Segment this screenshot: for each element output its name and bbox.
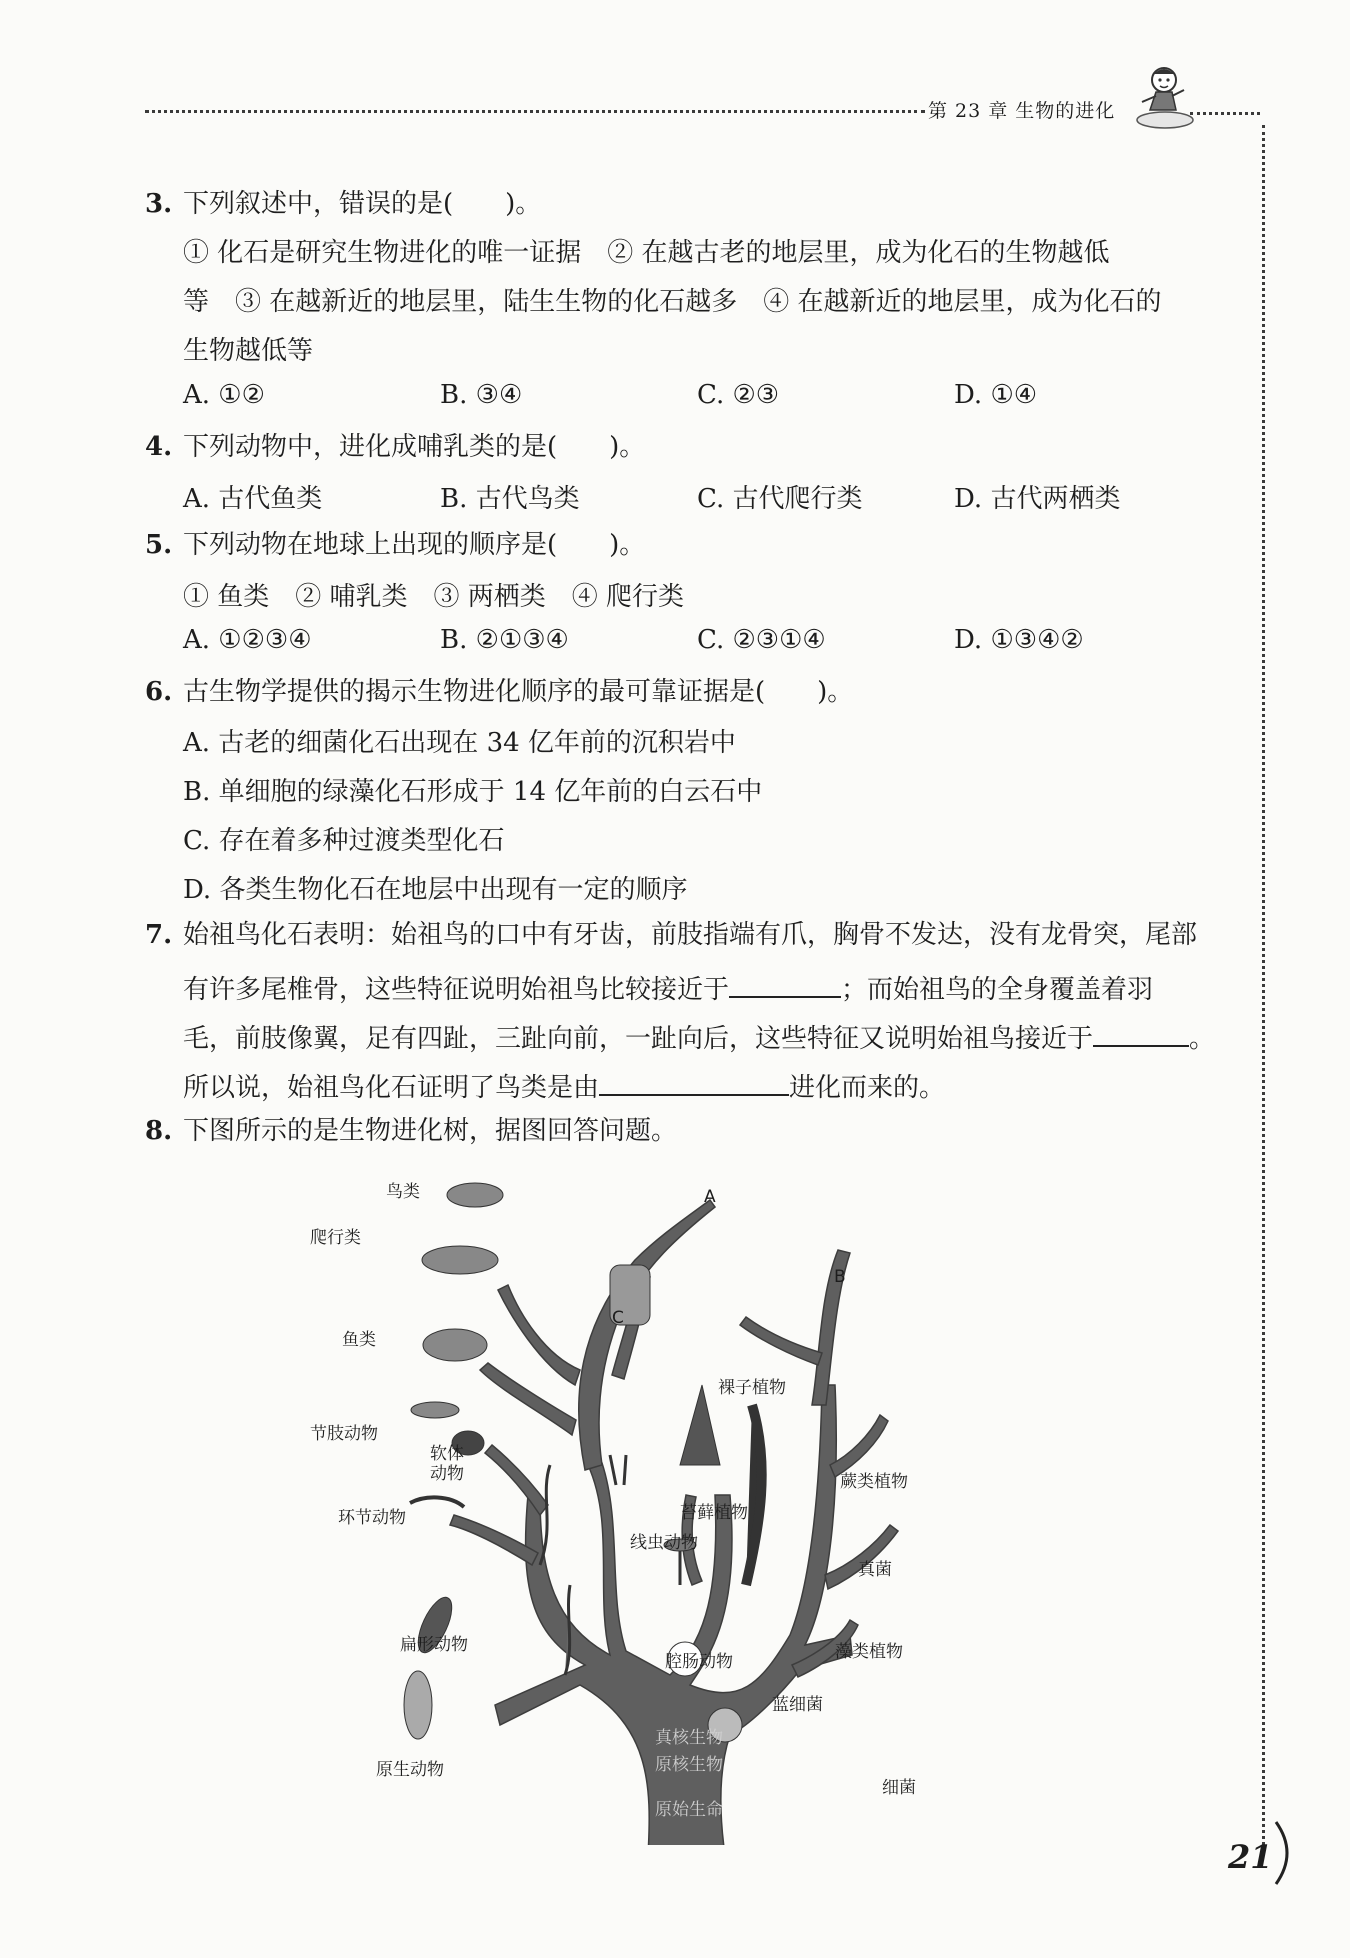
q6-option-c: C. 存在着多种过渡类型化石	[183, 826, 505, 856]
answer-blank-1[interactable]	[729, 966, 841, 998]
label-protozoa: 原生动物	[376, 1760, 444, 1780]
label-fern: 蕨类植物	[840, 1472, 908, 1492]
q7-text: 所以说，始祖鸟化石证明了鸟类是由	[183, 1073, 600, 1103]
label-nematode: 线虫动物	[630, 1533, 698, 1553]
q5-option-c: C. ②③①④	[697, 625, 826, 655]
page-bracket-icon	[1272, 1818, 1302, 1892]
label-eukaryote: 真核生物	[655, 1728, 723, 1748]
evolution-tree-figure	[310, 1165, 980, 1845]
answer-blank-2[interactable]	[1093, 1015, 1189, 1047]
answer-blank-3[interactable]	[599, 1064, 789, 1096]
q7-line-2	[183, 966, 1153, 1006]
q5-option-d: D. ①③④②	[954, 625, 1084, 655]
q5-option-b: B. ②①③④	[440, 625, 569, 655]
q7-line-4	[183, 1064, 945, 1104]
label-branch-a: A	[704, 1187, 716, 1207]
label-arthropod: 节肢动物	[310, 1424, 378, 1444]
question-number: 5.	[145, 530, 173, 560]
question-number: 7.	[145, 920, 173, 950]
label-bacteria: 细菌	[882, 1778, 916, 1798]
label-branch-c: C	[612, 1308, 624, 1328]
question-text: 下列叙述中，错误的是( )。	[183, 189, 542, 219]
q3-option-b: B. ③④	[440, 380, 523, 410]
question-number: 6.	[145, 677, 173, 707]
chapter-title: 第 23 章 生物的进化	[928, 100, 1116, 122]
question-text: 下列动物在地球上出现的顺序是( )。	[183, 530, 646, 560]
q7-text: 毛，前肢像翼，足有四趾，三趾向前，一趾向后，这些特征又说明始祖鸟接近于	[183, 1024, 1094, 1054]
q7-text: 有许多尾椎骨，这些特征说明始祖鸟比较接近于	[183, 975, 730, 1005]
q3-option-c: C. ②③	[697, 380, 780, 410]
label-annelid: 环节动物	[338, 1508, 406, 1528]
q6-option-b: B. 单细胞的绿藻化石形成于 14 亿年前的白云石中	[183, 777, 763, 807]
q3-statement-line-3: 生物越低等	[183, 336, 314, 366]
question-5-stem	[145, 521, 645, 570]
question-text: 下列动物中，进化成哺乳类的是( )。	[183, 432, 646, 462]
question-number: 8.	[145, 1116, 173, 1146]
q7-line-3	[183, 1015, 1215, 1055]
q7-text: 。	[1189, 1024, 1216, 1054]
q7-text: ；而始祖鸟的全身覆盖着羽	[841, 975, 1154, 1005]
q4-option-a: A. 古代鱼类	[183, 484, 323, 514]
label-origin: 原始生命	[655, 1800, 723, 1820]
q3-statement-line-2: 等 ③ 在越新近的地层里，陆生生物的化石越多 ④ 在越新近的地层里，成为化石的	[183, 287, 1162, 317]
label-cnidarian: 腔肠动物	[665, 1652, 733, 1672]
q3-option-a: A. ①②	[183, 380, 265, 410]
label-cyanobacteria: 蓝细菌	[772, 1695, 823, 1715]
label-flatworm: 扁形动物	[400, 1635, 468, 1655]
question-8-stem	[145, 1107, 677, 1156]
q6-option-a: A. 古老的细菌化石出现在 34 亿年前的沉积岩中	[183, 728, 736, 758]
header-rule	[145, 110, 925, 113]
question-6-stem	[145, 668, 853, 717]
q6-option-d: D. 各类生物化石在地层中出现有一定的顺序	[183, 875, 688, 905]
label-mollusk-1: 软体	[430, 1444, 464, 1464]
page-number: 21	[1228, 1838, 1273, 1876]
question-text: 始祖鸟化石表明：始祖鸟的口中有牙齿，前肢指端有爪，胸骨不发达，没有龙骨突，尾部	[183, 920, 1198, 950]
label-reptile: 爬行类	[310, 1228, 361, 1248]
label-moss: 苔藓植物	[680, 1503, 748, 1523]
label-branch-b: B	[834, 1267, 846, 1287]
question-number: 3.	[145, 189, 173, 219]
label-fish: 鱼类	[342, 1330, 376, 1350]
header-rule-right	[1190, 112, 1260, 115]
q4-option-d: D. 古代两栖类	[954, 484, 1121, 514]
mascot-icon	[1130, 62, 1200, 136]
side-rule	[1262, 125, 1265, 1845]
q7-text: 进化而来的。	[789, 1073, 946, 1103]
label-mollusk-2: 动物	[430, 1464, 464, 1484]
question-3-stem	[145, 180, 541, 229]
q5-items: ① 鱼类 ② 哺乳类 ③ 两栖类 ④ 爬行类	[183, 582, 685, 612]
question-number: 4.	[145, 432, 173, 462]
question-text: 下图所示的是生物进化树，据图回答问题。	[183, 1116, 678, 1146]
label-prokaryote: 原核生物	[655, 1755, 723, 1775]
q4-option-b: B. 古代鸟类	[440, 484, 580, 514]
q3-option-d: D. ①④	[954, 380, 1038, 410]
question-text: 古生物学提供的揭示生物进化顺序的最可靠证据是( )。	[183, 677, 854, 707]
q3-statement-line-1: ① 化石是研究生物进化的唯一证据 ② 在越古老的地层里，成为化石的生物越低	[183, 238, 1110, 268]
q4-option-c: C. 古代爬行类	[697, 484, 863, 514]
label-algae: 藻类植物	[835, 1642, 903, 1662]
question-4-stem	[145, 423, 645, 472]
question-7-stem	[145, 911, 1197, 960]
label-fungi: 真菌	[858, 1560, 892, 1580]
q5-option-a: A. ①②③④	[183, 625, 312, 655]
label-gymnosperm: 裸子植物	[718, 1378, 786, 1398]
label-bird: 鸟类	[386, 1182, 420, 1202]
